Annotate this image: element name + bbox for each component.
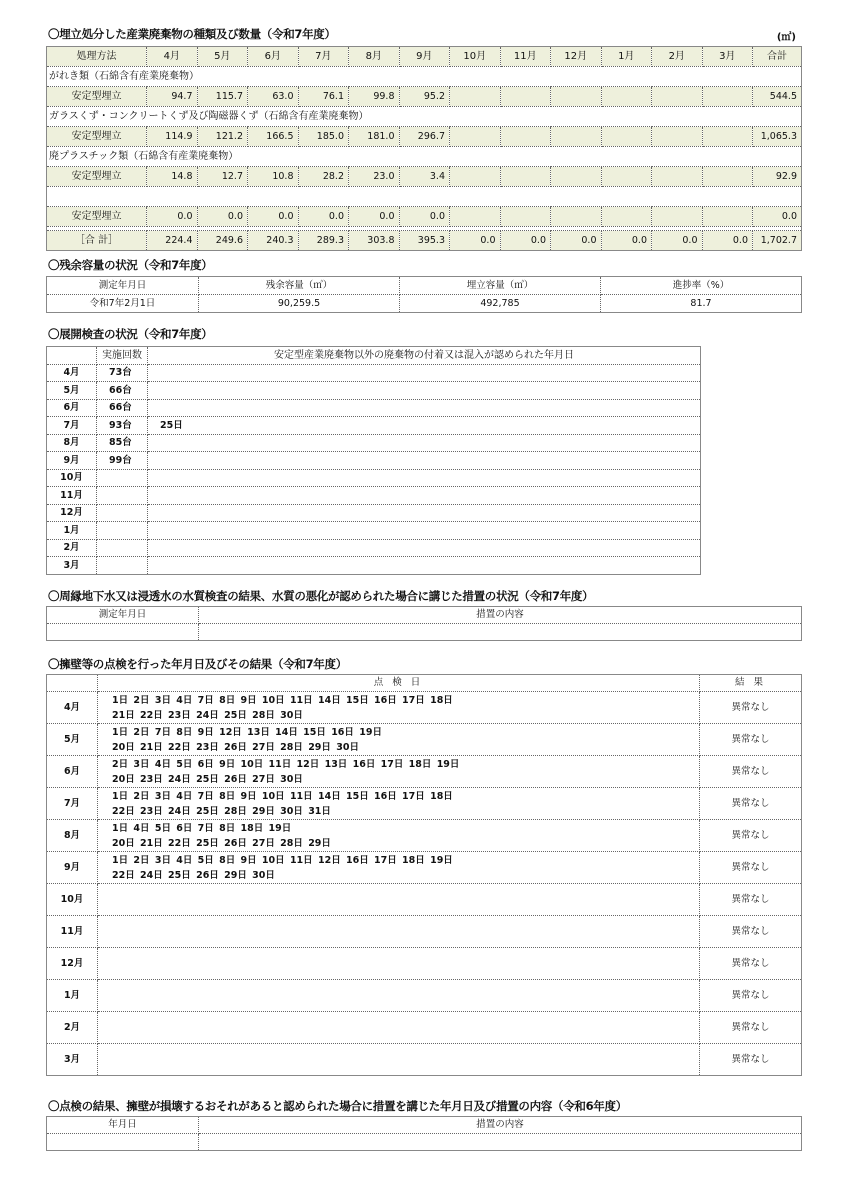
- sum-month-value: 0.0: [500, 231, 551, 251]
- inspection-days: [98, 1012, 700, 1044]
- sum-month-value: 0.0: [652, 231, 703, 251]
- month-value: [652, 207, 703, 227]
- month-value: 95.2: [399, 87, 450, 107]
- month-value: [702, 167, 753, 187]
- category-row: [47, 107, 802, 127]
- month-label: 3月: [47, 1044, 98, 1076]
- sum-label: ［合 計］: [47, 231, 147, 251]
- inspection-days-line: [112, 1045, 696, 1060]
- water-header-row: [47, 607, 802, 624]
- month-value: [551, 87, 602, 107]
- month-value: 185.0: [298, 127, 349, 147]
- contamination-date: [148, 434, 701, 452]
- header-cell: 措置の内容: [199, 1117, 802, 1134]
- inspection-days-line: 22日 24日 25日 26日 29日 30日: [112, 869, 275, 881]
- month-value: 3.4: [399, 167, 450, 187]
- unit-label: (㎡): [776, 32, 796, 43]
- category-row: [47, 187, 802, 207]
- month-value: [601, 207, 652, 227]
- water-data-row: [47, 624, 802, 641]
- landfill-capacity: 492,785: [400, 295, 601, 313]
- month-label: 2月: [47, 1012, 98, 1044]
- inspection-days-line: 1日 2日 3日 4日 7日 8日 9日 10日 11日 14日 15日 16日 17日 18日: [112, 694, 453, 706]
- inspection-days-line: 1日 4日 5日 6日 7日 8日 18日 19日: [112, 822, 292, 834]
- category-name: [47, 187, 802, 207]
- inspection-days-line: 20日 21日 22日 25日 26日 27日 28日 29日: [112, 837, 331, 849]
- header-cell: 12月: [551, 47, 602, 67]
- method-row: [47, 127, 802, 147]
- method-label: 安定型埋立: [47, 207, 147, 227]
- inspection-result: 異常なし: [700, 948, 802, 980]
- inspection-row: [47, 504, 701, 522]
- wall-inspection-row: [47, 1012, 802, 1044]
- landfill-table: [46, 46, 802, 251]
- header-cell: 結 果: [700, 675, 802, 692]
- month-value: 12.7: [197, 167, 248, 187]
- month-value: 0.0: [399, 207, 450, 227]
- month-label: 6月: [47, 756, 98, 788]
- water-table: [46, 606, 802, 641]
- header-cell: [47, 347, 97, 365]
- month-value: [601, 127, 652, 147]
- month-value: [652, 87, 703, 107]
- month-value: [500, 167, 551, 187]
- wall-inspection-row: [47, 980, 802, 1012]
- inspection-days-line: 1日 2日 7日 8日 9日 12日 13日 14日 15日 16日 19日: [112, 726, 382, 738]
- month-value: [500, 127, 551, 147]
- category-row: [47, 67, 802, 87]
- sum-month-value: 0.0: [601, 231, 652, 251]
- inspection-days: [98, 884, 700, 916]
- contamination-date: [148, 522, 701, 540]
- inspection-row: [47, 417, 701, 435]
- wall-inspection-row: [47, 820, 802, 852]
- inspection-days-line: 20日 23日 24日 25日 26日 27日 30日: [112, 773, 303, 785]
- month-value: 296.7: [399, 127, 450, 147]
- month-value: [601, 167, 652, 187]
- sum-row: [47, 231, 802, 251]
- contamination-date: 25日: [148, 417, 701, 435]
- inspection-result: 異常なし: [700, 916, 802, 948]
- month-value: [601, 87, 652, 107]
- category-name: 廃プラスチック類（石綿含有産業廃棄物）: [47, 147, 802, 167]
- category-name: がれき類（石綿含有産業廃棄物）: [47, 67, 802, 87]
- month-value: [450, 207, 501, 227]
- inspection-days: [98, 756, 700, 788]
- inspection-count: 66台: [97, 399, 148, 417]
- header-cell: 1月: [601, 47, 652, 67]
- month-label: 7月: [47, 417, 97, 435]
- header-cell: 進捗率（%）: [601, 277, 802, 295]
- month-value: 121.2: [197, 127, 248, 147]
- header-cell: 測定年月日: [47, 607, 199, 624]
- inspection-days-line: [112, 1013, 696, 1028]
- month-label: 2月: [47, 539, 97, 557]
- header-cell: 9月: [399, 47, 450, 67]
- inspection-days: [98, 1044, 700, 1076]
- measures-table: [46, 1116, 802, 1151]
- total-value: 544.5: [753, 87, 802, 107]
- sum-month-value: 395.3: [399, 231, 450, 251]
- wall-inspection-row: [47, 884, 802, 916]
- category-name: ガラスくず・コンクリートくず及び陶磁器くず（石綿含有産業廃棄物）: [47, 107, 802, 127]
- month-value: [652, 167, 703, 187]
- month-label: 8月: [47, 434, 97, 452]
- month-value: [450, 127, 501, 147]
- header-cell: 点 検 日: [98, 675, 700, 692]
- header-cell: 年月日: [47, 1117, 199, 1134]
- month-label: 7月: [47, 788, 98, 820]
- inspection-days: [98, 948, 700, 980]
- wall-header-row: [47, 675, 802, 692]
- month-value: [551, 207, 602, 227]
- measures-section-title: 〇点検の結果、擁壁が損壊するおそれがあると認められた場合に措置を講じた年月日及び措置の内容（令和6年度）: [48, 1099, 627, 1113]
- inspection-row: [47, 487, 701, 505]
- header-cell: 測定年月日: [47, 277, 199, 295]
- inspection-days-line: [112, 964, 696, 979]
- month-label: 1月: [47, 522, 97, 540]
- measure-content: [199, 624, 802, 641]
- contamination-date: [148, 399, 701, 417]
- month-label: 6月: [47, 399, 97, 417]
- inspection-days-line: 22日 23日 24日 25日 28日 29日 30日 31日: [112, 805, 331, 817]
- month-value: 63.0: [248, 87, 299, 107]
- inspection-row: [47, 522, 701, 540]
- contamination-date: [148, 504, 701, 522]
- category-row: [47, 147, 802, 167]
- month-value: 166.5: [248, 127, 299, 147]
- inspection-count: 99台: [97, 452, 148, 470]
- wall-inspection-row: [47, 948, 802, 980]
- month-value: [450, 167, 501, 187]
- inspection-days: [98, 916, 700, 948]
- inspection-result: 異常なし: [700, 724, 802, 756]
- contamination-date: [148, 539, 701, 557]
- measure-date: 令和7年2月1日: [47, 295, 199, 313]
- header-cell: 3月: [702, 47, 753, 67]
- inspection-row: [47, 382, 701, 400]
- header-cell: 処理方法: [47, 47, 147, 67]
- month-value: [702, 127, 753, 147]
- header-cell: 10月: [450, 47, 501, 67]
- inspection-days-line: 1日 2日 3日 4日 5日 8日 9日 10日 11日 12日 16日 17日 18日 19日: [112, 854, 453, 866]
- header-cell: 安定型産業廃棄物以外の廃棄物の付着又は混入が認められた年月日: [148, 347, 701, 365]
- inspection-days-line: [112, 949, 696, 964]
- method-row: [47, 167, 802, 187]
- wall-inspection-row: [47, 788, 802, 820]
- inspection-days: [98, 980, 700, 1012]
- inspection-row: [47, 399, 701, 417]
- month-value: [450, 87, 501, 107]
- month-label: 10月: [47, 469, 97, 487]
- header-cell: 措置の内容: [199, 607, 802, 624]
- header-cell: 11月: [500, 47, 551, 67]
- inspection-days: [98, 788, 700, 820]
- month-value: [500, 87, 551, 107]
- landfill-header-row: [47, 47, 802, 67]
- month-value: [551, 167, 602, 187]
- inspection-days-line: [112, 1060, 696, 1075]
- inspection-days: [98, 692, 700, 724]
- sum-total-value: 1,702.7: [753, 231, 802, 251]
- total-value: 1,065.3: [753, 127, 802, 147]
- header-cell: 残余容量（㎥）: [199, 277, 400, 295]
- inspection-count: 66台: [97, 382, 148, 400]
- inspection-days-line: 1日 2日 3日 4日 7日 8日 9日 10日 11日 14日 15日 16日 17日 18日: [112, 790, 453, 802]
- inspection-row: [47, 452, 701, 470]
- month-label: 11月: [47, 487, 97, 505]
- sum-month-value: 289.3: [298, 231, 349, 251]
- inspection-result: 異常なし: [700, 1044, 802, 1076]
- sum-month-value: 240.3: [248, 231, 299, 251]
- month-value: 0.0: [248, 207, 299, 227]
- method-label: 安定型埋立: [47, 87, 147, 107]
- month-value: 114.9: [147, 127, 198, 147]
- inspection-result: 異常なし: [700, 884, 802, 916]
- inspection-section-title: 〇展開検査の状況（令和7年度）: [48, 327, 213, 341]
- wall-inspection-row: [47, 916, 802, 948]
- month-value: [702, 207, 753, 227]
- total-value: 0.0: [753, 207, 802, 227]
- method-label: 安定型埋立: [47, 167, 147, 187]
- inspection-count: 93台: [97, 417, 148, 435]
- month-label: 10月: [47, 884, 98, 916]
- inspection-days-line: [112, 981, 696, 996]
- inspection-row: [47, 364, 701, 382]
- wall-inspection-row: [47, 692, 802, 724]
- water-section-title: 〇周縁地下水又は浸透水の水質検査の結果、水質の悪化が認められた場合に講じた措置の状況（令和7年度）: [48, 589, 594, 603]
- month-label: 12月: [47, 948, 98, 980]
- month-label: 1月: [47, 980, 98, 1012]
- inspection-days-line: 20日 21日 22日 23日 26日 27日 28日 29日 30日: [112, 741, 359, 753]
- measures-header-row: [47, 1117, 802, 1134]
- measures-data-row: [47, 1134, 802, 1151]
- inspection-result: 異常なし: [700, 820, 802, 852]
- method-row: [47, 87, 802, 107]
- month-value: 28.2: [298, 167, 349, 187]
- sum-month-value: 303.8: [349, 231, 400, 251]
- inspection-result: 異常なし: [700, 692, 802, 724]
- header-cell: 2月: [652, 47, 703, 67]
- inspection-count: 85台: [97, 434, 148, 452]
- month-label: 3月: [47, 557, 97, 575]
- inspection-days-line: [112, 932, 696, 947]
- wall-inspection-row: [47, 724, 802, 756]
- month-value: [702, 87, 753, 107]
- method-row: [47, 207, 802, 227]
- month-label: 8月: [47, 820, 98, 852]
- capacity-data-row: [47, 295, 802, 313]
- month-label: 12月: [47, 504, 97, 522]
- month-label: 5月: [47, 724, 98, 756]
- remaining-capacity: 90,259.5: [199, 295, 400, 313]
- month-label: 11月: [47, 916, 98, 948]
- inspection-result: 異常なし: [700, 852, 802, 884]
- inspection-days-line: [112, 885, 696, 900]
- inspection-result: 異常なし: [700, 788, 802, 820]
- inspection-days-line: [112, 917, 696, 932]
- contamination-date: [148, 487, 701, 505]
- inspection-days-line: [112, 996, 696, 1011]
- inspection-days: [98, 820, 700, 852]
- month-label: 9月: [47, 452, 97, 470]
- wall-section-title: 〇擁壁等の点検を行った年月日及びその結果（令和7年度）: [48, 657, 347, 671]
- contamination-date: [148, 557, 701, 575]
- header-cell: [47, 675, 98, 692]
- header-cell: 合計: [753, 47, 802, 67]
- header-cell: 6月: [248, 47, 299, 67]
- wall-inspection-row: [47, 1044, 802, 1076]
- wall-inspection-row: [47, 756, 802, 788]
- landfill-section-title: 〇埋立処分した産業廃棄物の種類及び数量（令和7年度）: [48, 27, 336, 41]
- month-value: 0.0: [197, 207, 248, 227]
- month-value: [652, 127, 703, 147]
- inspection-table: [46, 346, 701, 575]
- inspection-days-line: 21日 22日 23日 24日 25日 28日 30日: [112, 709, 303, 721]
- inspection-count: [97, 522, 148, 540]
- month-value: 10.8: [248, 167, 299, 187]
- month-value: 115.7: [197, 87, 248, 107]
- month-value: 14.8: [147, 167, 198, 187]
- month-label: 4月: [47, 692, 98, 724]
- month-value: 181.0: [349, 127, 400, 147]
- measure-date: [47, 624, 199, 641]
- inspection-days-line: [112, 1028, 696, 1043]
- sum-month-value: 0.0: [551, 231, 602, 251]
- header-cell: 5月: [197, 47, 248, 67]
- wall-inspection-row: [47, 852, 802, 884]
- header-cell: 埋立容量（㎥）: [400, 277, 601, 295]
- contamination-date: [148, 382, 701, 400]
- contamination-date: [148, 364, 701, 382]
- inspection-result: 異常なし: [700, 756, 802, 788]
- month-value: 0.0: [298, 207, 349, 227]
- sum-month-value: 224.4: [147, 231, 198, 251]
- month-value: 23.0: [349, 167, 400, 187]
- total-value: 92.9: [753, 167, 802, 187]
- sum-month-value: 0.0: [702, 231, 753, 251]
- inspection-header-row: [47, 347, 701, 365]
- month-value: 0.0: [349, 207, 400, 227]
- month-label: 9月: [47, 852, 98, 884]
- inspection-row: [47, 557, 701, 575]
- sum-month-value: 0.0: [450, 231, 501, 251]
- inspection-days: [98, 852, 700, 884]
- inspection-count: [97, 557, 148, 575]
- inspection-days: [98, 724, 700, 756]
- month-label: 5月: [47, 382, 97, 400]
- capacity-section-title: 〇残余容量の状況（令和7年度）: [48, 258, 213, 272]
- month-value: 99.8: [349, 87, 400, 107]
- header-cell: 8月: [349, 47, 400, 67]
- inspection-result: 異常なし: [700, 1012, 802, 1044]
- sum-month-value: 249.6: [197, 231, 248, 251]
- inspection-row: [47, 539, 701, 557]
- progress-rate: 81.7: [601, 295, 802, 313]
- header-cell: 4月: [147, 47, 198, 67]
- inspection-result: 異常なし: [700, 980, 802, 1012]
- inspection-days-line: 2日 3日 4日 5日 6日 9日 10日 11日 12日 13日 16日 17日 18日 19日: [112, 758, 460, 770]
- measure-content: [199, 1134, 802, 1151]
- month-value: 0.0: [147, 207, 198, 227]
- inspection-row: [47, 469, 701, 487]
- month-value: 76.1: [298, 87, 349, 107]
- capacity-table: [46, 276, 802, 313]
- measure-date: [47, 1134, 199, 1151]
- inspection-count: [97, 469, 148, 487]
- header-cell: 7月: [298, 47, 349, 67]
- inspection-days-line: [112, 900, 696, 915]
- inspection-count: [97, 487, 148, 505]
- inspection-count: [97, 539, 148, 557]
- month-value: [500, 207, 551, 227]
- inspection-count: 73台: [97, 364, 148, 382]
- inspection-count: [97, 504, 148, 522]
- month-value: [551, 127, 602, 147]
- contamination-date: [148, 452, 701, 470]
- month-label: 4月: [47, 364, 97, 382]
- contamination-date: [148, 469, 701, 487]
- wall-inspection-table: [46, 674, 802, 1076]
- month-value: 94.7: [147, 87, 198, 107]
- header-cell: 実施回数: [97, 347, 148, 365]
- inspection-row: [47, 434, 701, 452]
- capacity-header-row: [47, 277, 802, 295]
- method-label: 安定型埋立: [47, 127, 147, 147]
